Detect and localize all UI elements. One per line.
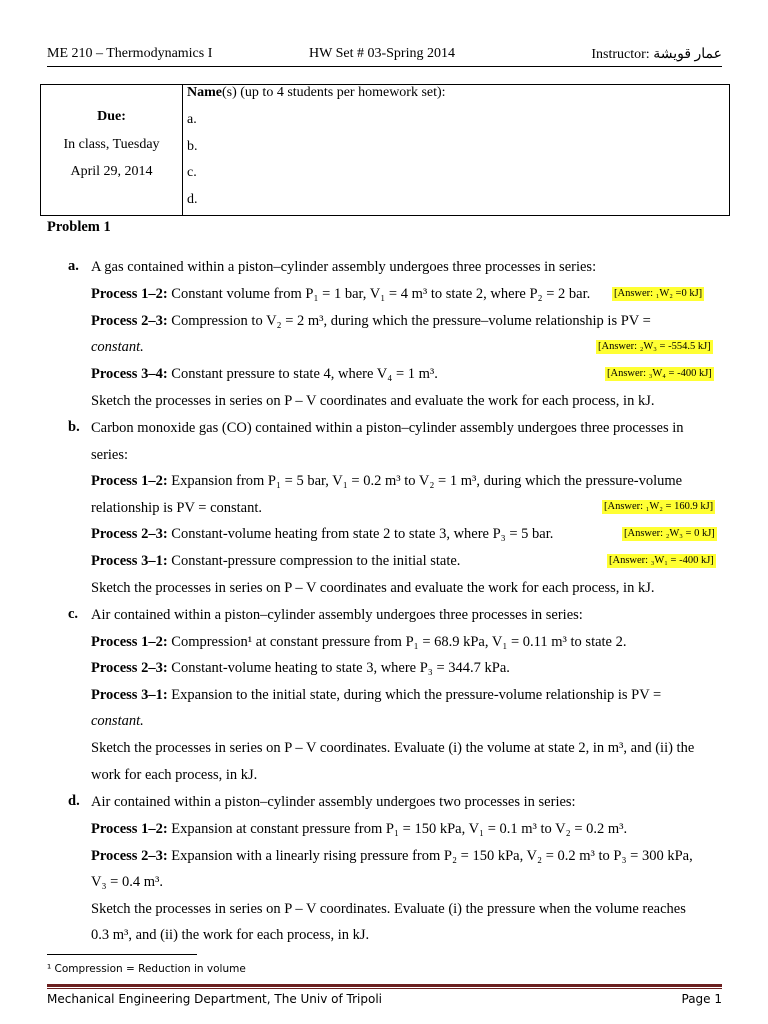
part-a-answer-23: [Answer: ₂W₃ = -554.5 kJ] bbox=[598, 341, 711, 352]
part-b-answer-12: [Answer: ₁W₂ = 160.9 kJ] bbox=[604, 501, 714, 512]
due-line2: April 29, 2014 bbox=[70, 164, 153, 179]
name-slot-d[interactable]: d. bbox=[187, 192, 198, 207]
part-b-intro-cont: series: bbox=[91, 447, 129, 463]
part-c-process-12: Process 1–2: Compression¹ at constant pressure from P₁ = 68.9 kPa, V₁ = 0.11 m³ to state 2. bbox=[91, 634, 627, 650]
footer-department: Mechanical Engineering Department, The Univ of Tripoli bbox=[47, 992, 383, 1006]
part-c-process-31-cont: constant. bbox=[91, 713, 144, 729]
due-cell bbox=[41, 85, 183, 215]
part-c-label: c. bbox=[68, 606, 79, 622]
part-d-sketch-cont: 0.3 m³, and (ii) the work for each process, in kJ. bbox=[91, 927, 370, 943]
part-b-intro: Carbon monoxide gas (CO) contained within a piston–cylinder assembly undergoes three processes in bbox=[91, 420, 684, 436]
part-d-intro: Air contained within a piston–cylinder assembly undergoes two processes in series: bbox=[91, 794, 576, 810]
footnote: ¹ Compression = Reduction in volume bbox=[47, 963, 246, 975]
hw-set-title: HW Set # 03-Spring 2014 bbox=[309, 46, 455, 61]
footnote-rule bbox=[47, 954, 197, 955]
part-d-process-23: Process 2–3: Expansion with a linearly rising pressure from P₂ = 150 kPa, V₂ = 0.2 m³ to P₃ = 300 kPa, bbox=[91, 848, 693, 864]
footer-rule-thin bbox=[47, 988, 722, 989]
instructor: Instructor: عمار قويشة bbox=[591, 47, 722, 62]
part-b-process-31: Process 3–1: Constant-pressure compression to the initial state. bbox=[91, 553, 461, 569]
part-d-sketch: Sketch the processes in series on P – V coordinates. Evaluate (i) the pressure when the volume reaches bbox=[91, 901, 686, 917]
part-d-process-12: Process 1–2: Expansion at constant pressure from P₁ = 150 kPa, V₁ = 0.1 m³ to V₂ = 0.2 m³. bbox=[91, 821, 628, 837]
due-names-table bbox=[40, 84, 730, 216]
due-label: Due: bbox=[97, 109, 126, 124]
part-a-answer-34: [Answer: ₃W₄ = -400 kJ] bbox=[607, 368, 712, 379]
name-slot-a[interactable]: a. bbox=[187, 112, 197, 127]
due-line1: In class, Tuesday bbox=[63, 137, 160, 152]
problem-title: Problem 1 bbox=[47, 219, 111, 235]
part-c-process-23: Process 2–3: Constant-volume heating to state 3, where P₃ = 344.7 kPa. bbox=[91, 660, 510, 676]
part-c-sketch: Sketch the processes in series on P – V coordinates. Evaluate (i) the volume at state 2, in m³, and (ii) the bbox=[91, 740, 695, 756]
page-header bbox=[47, 46, 722, 67]
part-a-process-23-cont: constant. bbox=[91, 339, 144, 355]
part-d-process-23-cont: V₃ = 0.4 m³. bbox=[91, 874, 163, 890]
name-slot-b[interactable]: b. bbox=[187, 139, 198, 154]
names-header: Name(s) (up to 4 students per homework set): bbox=[187, 85, 446, 100]
part-a-intro: A gas contained within a piston–cylinder assembly undergoes three processes in series: bbox=[91, 259, 597, 275]
part-b-label: b. bbox=[68, 419, 80, 435]
part-c-process-31: Process 3–1: Expansion to the initial state, during which the pressure-volume relationship is PV = bbox=[91, 687, 662, 703]
part-c-sketch-cont: work for each process, in kJ. bbox=[91, 767, 258, 783]
course-title: ME 210 – Thermodynamics I bbox=[47, 46, 213, 61]
part-b-sketch: Sketch the processes in series on P – V coordinates and evaluate the work for each process, in kJ. bbox=[91, 580, 655, 596]
part-a-label: a. bbox=[68, 258, 79, 274]
part-a-process-12: Process 1–2: Constant volume from P₁ = 1 bar, V₁ = 4 m³ to state 2, where P₂ = 2 bar. bbox=[91, 286, 591, 302]
part-b-process-23: Process 2–3: Constant-volume heating from state 2 to state 3, where P₃ = 5 bar. bbox=[91, 526, 554, 542]
part-c-intro: Air contained within a piston–cylinder assembly undergoes three processes in series: bbox=[91, 607, 583, 623]
part-a-process-34: Process 3–4: Constant pressure to state 4, where V₄ = 1 m³. bbox=[91, 366, 438, 382]
part-b-process-12-cont: relationship is PV = constant. bbox=[91, 500, 263, 516]
names-cell bbox=[183, 85, 729, 215]
footer-page-number: Page 1 bbox=[681, 992, 722, 1006]
part-a-sketch: Sketch the processes in series on P – V coordinates and evaluate the work for each process, in kJ. bbox=[91, 393, 655, 409]
part-b-answer-31: [Answer: ₃W₁ = -400 kJ] bbox=[609, 555, 714, 566]
part-a-answer-12: [Answer: ₁W₂ =0 kJ] bbox=[614, 288, 703, 299]
part-d-label: d. bbox=[68, 793, 80, 809]
name-slot-c[interactable]: c. bbox=[187, 165, 197, 180]
part-b-process-12: Process 1–2: Expansion from P₁ = 5 bar, V₁ = 0.2 m³ to V₂ = 1 m³, during which the pressure-volume bbox=[91, 473, 683, 489]
footer-rule bbox=[47, 984, 722, 987]
part-a-process-23: Process 2–3: Compression to V₂ = 2 m³, during which the pressure–volume relationship is PV = bbox=[91, 313, 651, 329]
part-b-answer-23: [Answer: ₂W₃ = 0 kJ] bbox=[624, 528, 715, 539]
